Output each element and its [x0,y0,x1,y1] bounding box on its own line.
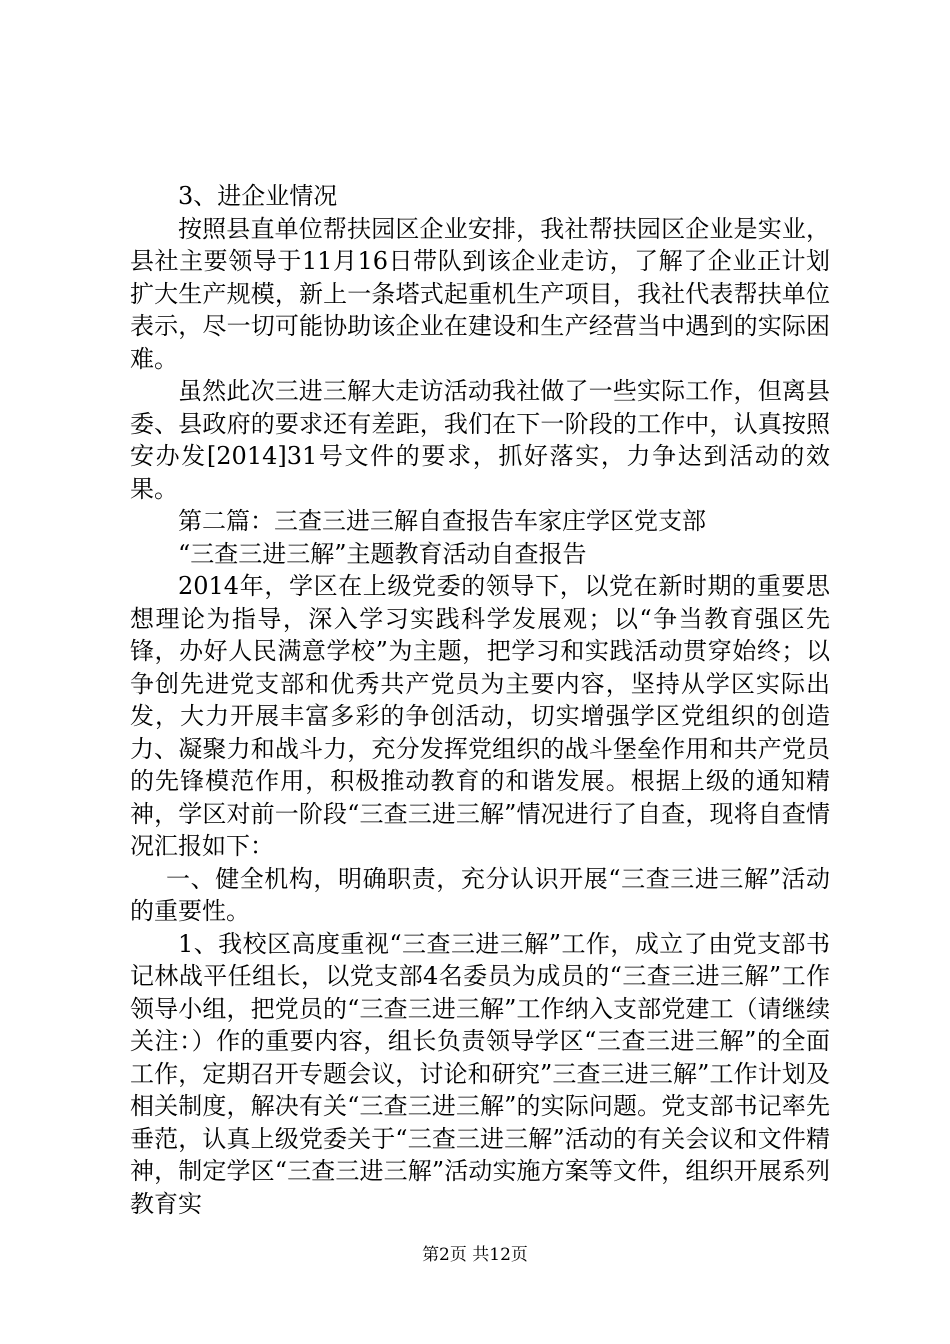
page-footer: 第2页 共12页 [422,1245,528,1265]
paragraph-enterprise-visit: 按照县直单位帮扶园区企业安排，我社帮扶园区企业是实业，县社主要领导于11月16日带队到该企业走访，了解了企业正计划扩大生产规模，新上一条塔式起重机生产项目，我社代表帮扶单位表示，尽一切可能协助该企业在建设和生产经营当中遇到的实际困难。 [130,214,830,373]
section-heading-one: 一、健全机构，明确职责，充分认识开展“三查三进三解”活动的重要性。 [130,864,830,925]
section-heading-enterprise: 3、进企业情况 [178,182,338,210]
report-title: “三查三进三解”主题教育活动自查报告 [178,539,587,568]
paragraph-intro: 2014年，学区在上级党委的领导下，以党在新时期的重要思想理论为指导，深入学习实践科学发展观；以“争当教育强区先锋，办好人民满意学校”为主题，把学习和实践活动贯穿始终；以争创先进党支部和优秀共产党员为主要内容，坚持从学区实际出发，大力开展丰富多彩的争创活动，切实增强学区党组织的创造力、凝聚力和战斗力，充分发挥党组织的战斗堡垒作用和共产党员的先锋模范作用，积极推动教育的和谐发展。根据上级的通知精神，学区对前一阶段“三查三进三解”情况进行了自查，现将自查情况汇报如下： [130,572,830,860]
chapter-title: 第二篇：三查三进三解自查报告车家庄学区党支部 [178,507,706,535]
paragraph-summary: 虽然此次三进三解大走访活动我社做了一些实际工作，但离县委、县政府的要求还有差距，我们在下一阶段的工作中，认真按照安办发[2014]31号文件的要求，抓好落实，力争达到活动的效果。 [130,377,830,503]
paragraph-item-one: 1、我校区高度重视“三查三进三解”工作，成立了由党支部书记林战平任组长，以党支部4名委员为成员的“三查三进三解”工作领导小组，把党员的“三查三进三解”工作纳入支部党建工（请继续关注：）作的重要内容，组长负责领导学区“三查三进三解”的全面工作，定期召开专题会议，讨论和研究”三查三进三解”工作计划及相关制度，解决有关“三查三进三解”的实际问题。党支部书记率先垂范，认真上级党委关于“三查三进三解”活动的有关会议和文件精神，制定学区“三查三进三解”活动实施方案等文件，组织开展系列教育实 [130,929,830,1218]
document-body [130,180,830,1220]
